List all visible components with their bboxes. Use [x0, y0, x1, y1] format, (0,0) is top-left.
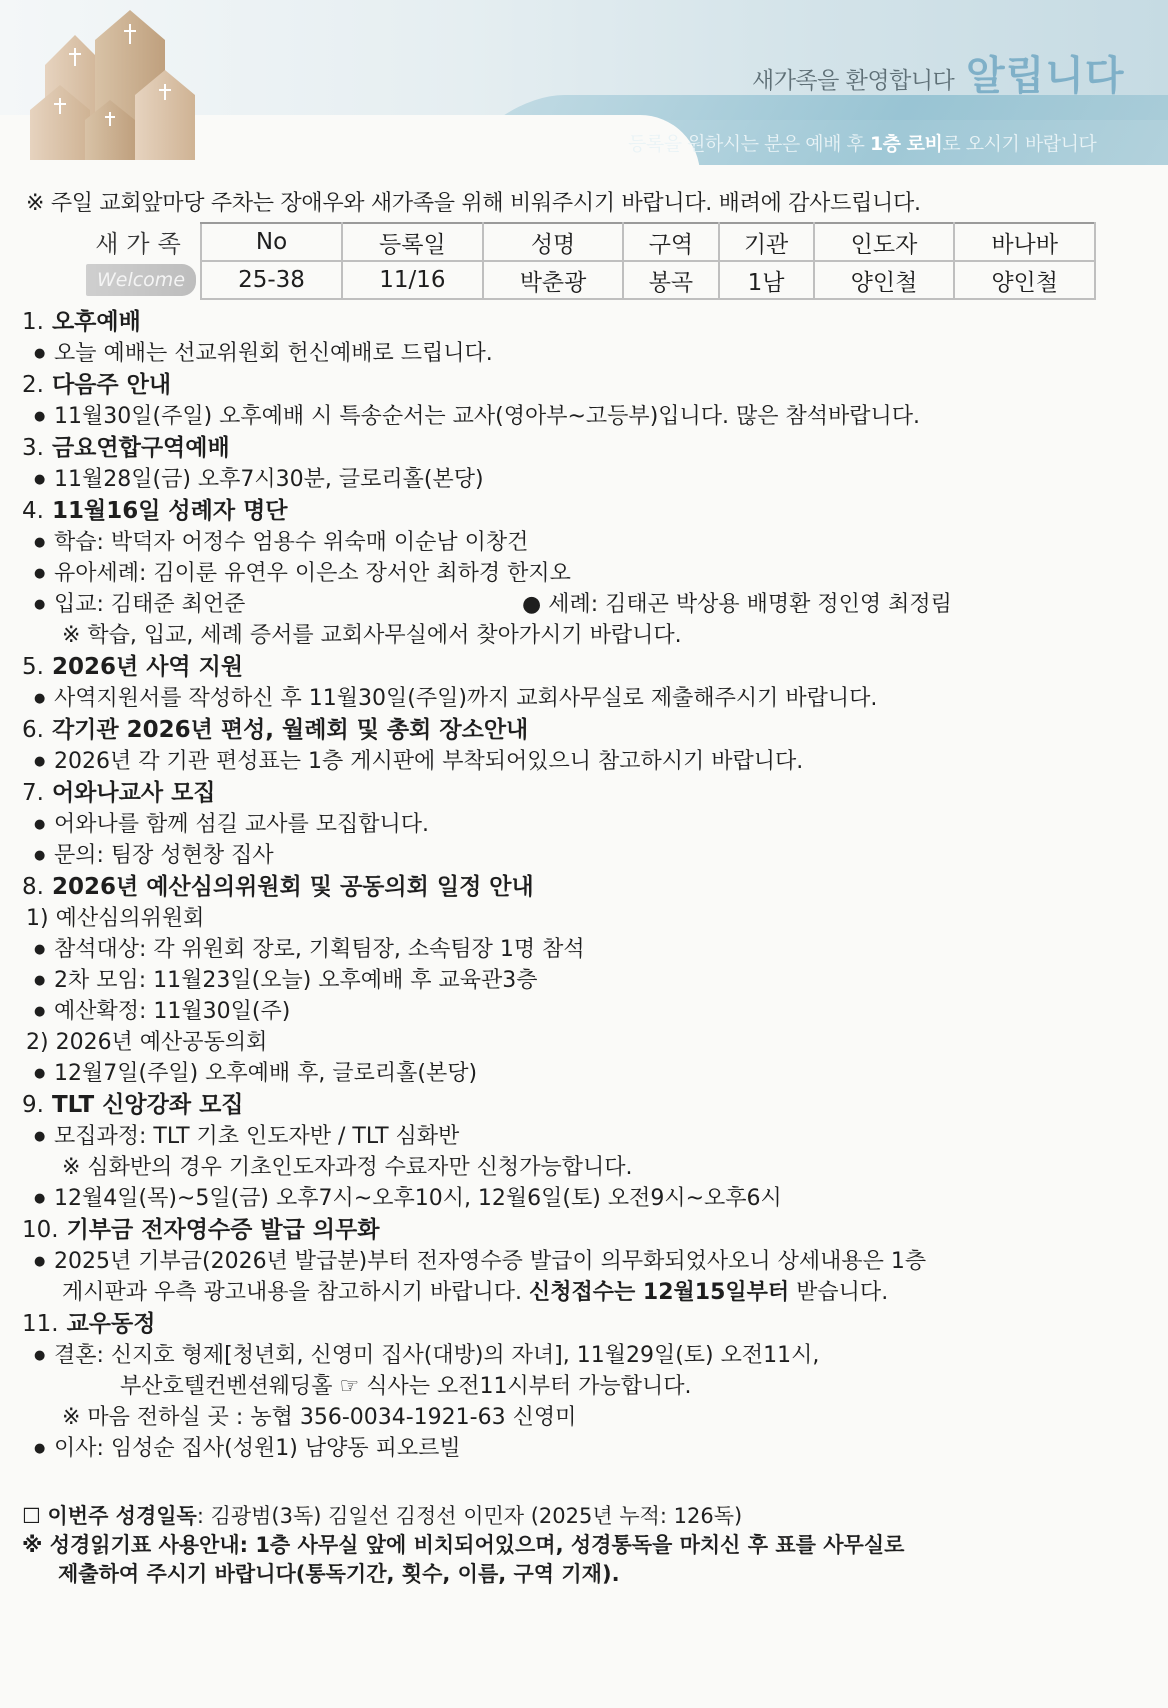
note-line: ※ 심화반의 경우 기초인도자과정 수료자만 신청가능합니다. [62, 1155, 633, 1180]
section-title: 4. 11월16일 성례자 명단 [22, 498, 288, 524]
welcome-banner: Welcome [86, 264, 196, 296]
baptism-list: ● 세례: 김태곤 박상용 배명환 정인영 최정림 [522, 592, 952, 617]
list-item: ● 12월4일(목)~5일(금) 오후7시~오후10시, 12월6일(토) 오전9시~오후6시 [22, 1183, 1142, 1214]
section-11 [22, 1308, 1142, 1464]
church-houses-illustration [0, 0, 240, 160]
table-cell: 봉곡 [623, 261, 718, 299]
bible-reading-line [22, 1502, 1142, 1531]
section-title: 5. 2026년 사역 지원 [22, 654, 244, 680]
list-item: ● 11월28일(금) 오후7시30분, 글로리홀(본당) [22, 464, 1142, 495]
table-cell: 11/16 [342, 261, 483, 299]
checkbox-icon: ☐ [22, 1504, 41, 1528]
bible-reading-note: 제출하여 주시기 바랍니다(통독기간, 횟수, 이름, 구역 기재). [58, 1562, 620, 1586]
subsection-title: 2) 2026년 예산공동의회 [26, 1030, 268, 1055]
list-item: ● 결혼: 신지호 형제[청년회, 신영미 집사(대방)의 자녀], 11월29일(토) 오전11시, [22, 1340, 1142, 1371]
table-cell: 박춘광 [483, 261, 624, 299]
section-6 [22, 714, 1142, 777]
section-title: 7. 어와나교사 모집 [22, 780, 216, 806]
col-header: No [201, 223, 342, 261]
list-item: ● 참석대상: 각 위원회 장로, 기획팀장, 소속팀장 1명 참석 [22, 934, 1142, 965]
section-4 [22, 495, 1142, 651]
bible-reading [22, 1502, 1142, 1589]
col-header: 구역 [623, 223, 718, 261]
note-line: ※ 학습, 입교, 세례 증서를 교회사무실에서 찾아가시기 바랍니다. [62, 623, 682, 648]
section-title: 9. TLT 신앙강좌 모집 [22, 1092, 244, 1118]
col-header: 등록일 [342, 223, 483, 261]
registration-note: 등록을 원하시는 분은 예배 후 1층 로비로 오시기 바랍니다 [628, 133, 1097, 155]
section-title: 1. 오후예배 [22, 309, 141, 335]
col-header: 성명 [483, 223, 624, 261]
list-item: ● 오늘 예배는 선교위원회 헌신예배로 드립니다. [22, 338, 1142, 369]
list-item: ● 문의: 팀장 성현창 집사 [22, 840, 1142, 871]
table-cell: 25-38 [201, 261, 342, 299]
col-header: 기관 [719, 223, 814, 261]
section-title: 11. 교우동정 [22, 1311, 156, 1337]
section-7 [22, 777, 1142, 871]
col-header: 바나바 [954, 223, 1095, 261]
header-banner [0, 0, 1168, 165]
new-family-label-text: 새가족 [95, 230, 189, 258]
list-item: ● 예산확정: 11월30일(주) [22, 996, 1142, 1027]
bible-reading-names: : 김광범(3독) 김일선 김정선 이민자 (2025년 누적: 126독) [196, 1504, 743, 1528]
list-item: ● 2025년 기부금(2026년 발급분)부터 전자영수증 발급이 의무화되었사오니 상세내용은 1층 [22, 1246, 1142, 1277]
table-header-row [201, 223, 1095, 261]
list-item: ● 사역지원서를 작성하신 후 11월30일(주일)까지 교회사무실로 제출해주시기 바랍니다. [22, 683, 1142, 714]
section-title: 8. 2026년 예산심의위원회 및 공동의회 일정 안내 [22, 874, 534, 900]
section-3 [22, 432, 1142, 495]
subsection-title: 1) 예산심의위원회 [26, 906, 205, 931]
col-header: 인도자 [814, 223, 955, 261]
deadline-text: 신청접수는 12월15일부터 [529, 1280, 790, 1305]
list-item: ● 이사: 임성순 집사(성원1) 남양동 피오르빌 [22, 1433, 1142, 1464]
welcome-text: 새가족을 환영합니다 [752, 68, 955, 94]
list-item: ● 모집과정: TLT 기초 인도자반 / TLT 심화반 [22, 1121, 1142, 1152]
section-8 [22, 871, 1142, 1089]
section-10 [22, 1214, 1142, 1308]
table-row [201, 261, 1095, 299]
list-item: ● 12월7일(주일) 오후예배 후, 글로리홀(본당) [22, 1058, 1142, 1089]
section-title: 2. 다음주 안내 [22, 372, 172, 398]
section-5 [22, 651, 1142, 714]
list-item: ● 2차 모임: 11월23일(오늘) 오후예배 후 교육관3층 [22, 965, 1142, 996]
section-2 [22, 369, 1142, 432]
list-item-continued: 게시판과 우측 광고내용을 참고하시기 바랍니다. 신청접수는 12월15일부터 받습니다. [62, 1280, 889, 1305]
table-cell: 1남 [719, 261, 814, 299]
new-family-label [86, 224, 198, 300]
bible-reading-note: ※ 성경읽기표 사용안내: 1층 사무실 앞에 비치되어있으며, 성경통독을 마치신 후 표를 사무실로 [22, 1533, 905, 1557]
list-item: ● 유아세례: 김이룬 유연우 이은소 장서안 최하경 한지오 [22, 558, 1142, 589]
list-item: ● 11월30일(주일) 오후예배 시 특송순서는 교사(영아부~고등부)입니다. 많은 참석바랍니다. [22, 401, 1142, 432]
table-cell: 양인철 [954, 261, 1095, 299]
list-item: ● 어와나를 함께 섬길 교사를 모집합니다. [22, 809, 1142, 840]
bible-reading-label: 이번주 성경일독 [47, 1504, 197, 1528]
section-title: 10. 기부금 전자영수증 발급 의무화 [22, 1217, 380, 1243]
note-line: ※ 마음 전하실 곳 : 농협 356-0034-1921-63 신영미 [62, 1405, 577, 1430]
section-9 [22, 1089, 1142, 1214]
list-item: ● 학습: 박덕자 어정수 엄용수 위숙매 이순남 이창건 [22, 527, 1142, 558]
list-item-continued: 부산호텔컨벤션웨딩홀 ☞ 식사는 오전11시부터 가능합니다. [120, 1374, 692, 1399]
list-item: ● 2026년 각 기관 편성표는 1층 게시판에 부착되어있으니 참고하시기 바랍니다. [22, 746, 1142, 777]
page-title: 알립니다 [966, 53, 1125, 99]
section-title: 6. 각기관 2026년 편성, 월례회 및 총회 장소안내 [22, 717, 529, 743]
list-item: ● 입교: 김태준 최언준 ● 세례: 김태곤 박상용 배명환 정인영 최정림 [22, 589, 1142, 620]
section-title: 3. 금요연합구역예배 [22, 435, 230, 461]
table-cell: 양인철 [814, 261, 955, 299]
announcements [22, 306, 1142, 1464]
section-1 [22, 306, 1142, 369]
parking-notice: ※ 주일 교회앞마당 주차는 장애우와 새가족을 위해 비워주시기 바랍니다. 배려에 감사드립니다. [26, 191, 921, 216]
new-family-table [200, 222, 1096, 300]
